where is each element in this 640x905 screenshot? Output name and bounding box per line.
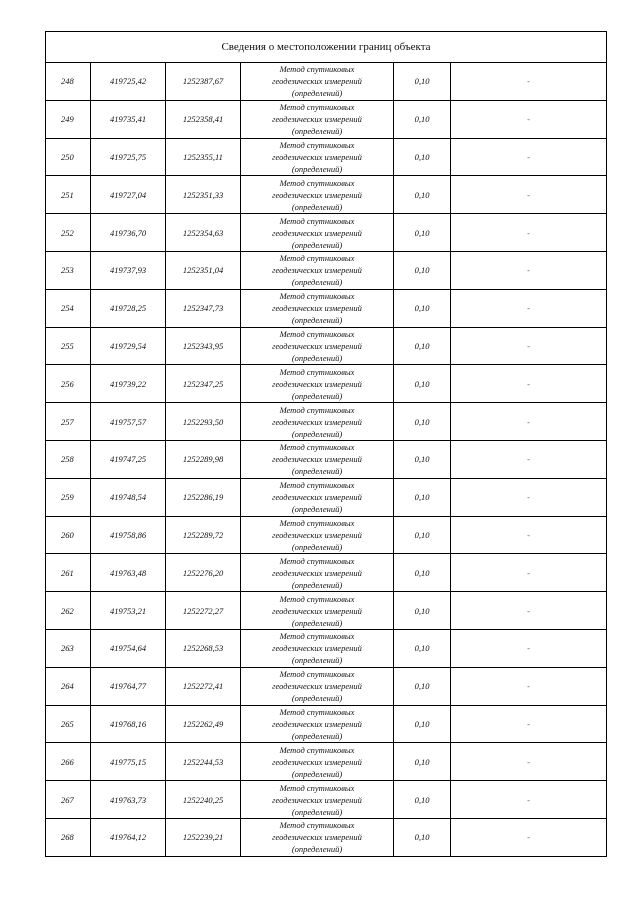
coord-y: 1252289,98 <box>166 440 241 478</box>
coord-x: 419763,73 <box>91 781 166 819</box>
method-line: (определений) <box>291 655 343 666</box>
method-line: (определений) <box>291 239 343 250</box>
method-line: Метод спутниковых <box>279 291 355 302</box>
method-line: (определений) <box>291 466 343 477</box>
accuracy-cell: 0,10 <box>394 63 451 101</box>
accuracy-cell: 0,10 <box>394 516 451 554</box>
coord-y: 1252293,50 <box>166 403 241 441</box>
accuracy-cell: 0,10 <box>394 592 451 630</box>
coord-y: 1252276,20 <box>166 554 241 592</box>
accuracy-cell: 0,10 <box>394 138 451 176</box>
table-title: Сведения о местоположении границ объекта <box>46 32 607 63</box>
coord-x: 419727,04 <box>91 176 166 214</box>
coord-x: 419753,21 <box>91 592 166 630</box>
point-number: 266 <box>46 743 91 781</box>
accuracy-cell: 0,10 <box>394 478 451 516</box>
method-cell <box>241 138 394 176</box>
method-line: Метод спутниковых <box>279 631 355 642</box>
coord-y: 1252347,73 <box>166 289 241 327</box>
description-cell: - <box>451 138 607 176</box>
method-line: (определений) <box>291 844 343 855</box>
method-line: геодезических измерений <box>272 454 362 465</box>
coord-x: 419768,16 <box>91 705 166 743</box>
table-row <box>46 289 607 327</box>
table-row <box>46 327 607 365</box>
method-line: Метод спутниковых <box>279 64 355 75</box>
method-line: геодезических измерений <box>272 265 362 276</box>
coord-y: 1252244,53 <box>166 743 241 781</box>
point-number: 253 <box>46 251 91 289</box>
description-cell: - <box>451 705 607 743</box>
method-line: геодезических измерений <box>272 529 362 540</box>
point-number: 265 <box>46 705 91 743</box>
point-number: 267 <box>46 781 91 819</box>
method-cell <box>241 100 394 138</box>
method-line: геодезических измерений <box>272 303 362 314</box>
coord-y: 1252268,53 <box>166 629 241 667</box>
table-row <box>46 100 607 138</box>
point-number: 258 <box>46 440 91 478</box>
method-line: (определений) <box>291 428 343 439</box>
method-cell <box>241 818 394 856</box>
coord-y: 1252239,21 <box>166 818 241 856</box>
coord-y: 1252272,41 <box>166 667 241 705</box>
coord-y: 1252240,25 <box>166 781 241 819</box>
description-cell: - <box>451 327 607 365</box>
coord-x: 419737,93 <box>91 251 166 289</box>
method-cell <box>241 629 394 667</box>
description-cell: - <box>451 478 607 516</box>
method-line: (определений) <box>291 315 343 326</box>
method-line: Метод спутниковых <box>279 555 355 566</box>
coord-y: 1252347,25 <box>166 365 241 403</box>
accuracy-cell: 0,10 <box>394 365 451 403</box>
method-line: геодезических измерений <box>272 151 362 162</box>
table-row <box>46 705 607 743</box>
description-cell: - <box>451 592 607 630</box>
description-cell: - <box>451 251 607 289</box>
method-line: Метод спутниковых <box>279 706 355 717</box>
coord-x: 419764,12 <box>91 818 166 856</box>
accuracy-cell: 0,10 <box>394 100 451 138</box>
description-cell: - <box>451 365 607 403</box>
boundary-table <box>45 31 607 857</box>
method-cell <box>241 516 394 554</box>
method-line: геодезических измерений <box>272 227 362 238</box>
method-cell <box>241 214 394 252</box>
method-line: (определений) <box>291 730 343 741</box>
method-line: Метод спутниковых <box>279 820 355 831</box>
coord-y: 1252351,33 <box>166 176 241 214</box>
coord-x: 419725,42 <box>91 63 166 101</box>
table-row <box>46 176 607 214</box>
coord-x: 419739,22 <box>91 365 166 403</box>
method-line: геодезических измерений <box>272 643 362 654</box>
point-number: 249 <box>46 100 91 138</box>
description-cell: - <box>451 781 607 819</box>
coord-y: 1252354,63 <box>166 214 241 252</box>
coord-x: 419754,64 <box>91 629 166 667</box>
description-cell: - <box>451 403 607 441</box>
method-cell <box>241 327 394 365</box>
method-line: Метод спутниковых <box>279 215 355 226</box>
method-line: (определений) <box>291 617 343 628</box>
table-row <box>46 403 607 441</box>
method-line: (определений) <box>291 126 343 137</box>
table-row <box>46 667 607 705</box>
method-line: геодезических измерений <box>272 416 362 427</box>
point-number: 259 <box>46 478 91 516</box>
accuracy-cell: 0,10 <box>394 818 451 856</box>
coord-x: 419764,77 <box>91 667 166 705</box>
method-line: геодезических измерений <box>272 492 362 503</box>
description-cell: - <box>451 176 607 214</box>
method-cell <box>241 403 394 441</box>
description-cell: - <box>451 214 607 252</box>
accuracy-cell: 0,10 <box>394 743 451 781</box>
coord-x: 419758,86 <box>91 516 166 554</box>
table-row <box>46 63 607 101</box>
method-cell <box>241 743 394 781</box>
coord-x: 419748,54 <box>91 478 166 516</box>
method-line: (определений) <box>291 504 343 515</box>
accuracy-cell: 0,10 <box>394 251 451 289</box>
method-line: (определений) <box>291 541 343 552</box>
method-line: Метод спутниковых <box>279 669 355 680</box>
method-line: геодезических измерений <box>272 378 362 389</box>
table-row <box>46 818 607 856</box>
coord-x: 419729,54 <box>91 327 166 365</box>
method-line: геодезических измерений <box>272 189 362 200</box>
table-row <box>46 478 607 516</box>
accuracy-cell: 0,10 <box>394 214 451 252</box>
method-line: геодезических измерений <box>272 794 362 805</box>
method-line: (определений) <box>291 277 343 288</box>
method-cell <box>241 667 394 705</box>
coord-x: 419728,25 <box>91 289 166 327</box>
point-number: 250 <box>46 138 91 176</box>
method-cell <box>241 289 394 327</box>
point-number: 264 <box>46 667 91 705</box>
description-cell: - <box>451 516 607 554</box>
description-cell: - <box>451 440 607 478</box>
point-number: 263 <box>46 629 91 667</box>
table-row <box>46 365 607 403</box>
method-line: геодезических измерений <box>272 681 362 692</box>
method-line: геодезических измерений <box>272 567 362 578</box>
point-number: 255 <box>46 327 91 365</box>
description-cell: - <box>451 63 607 101</box>
method-cell <box>241 176 394 214</box>
method-cell <box>241 440 394 478</box>
method-line: геодезических измерений <box>272 114 362 125</box>
method-line: (определений) <box>291 806 343 817</box>
coord-y: 1252355,11 <box>166 138 241 176</box>
accuracy-cell: 0,10 <box>394 440 451 478</box>
table-row <box>46 554 607 592</box>
point-number: 260 <box>46 516 91 554</box>
table-row <box>46 781 607 819</box>
method-cell <box>241 63 394 101</box>
coord-x: 419775,15 <box>91 743 166 781</box>
coord-x: 419757,57 <box>91 403 166 441</box>
method-line: Метод спутниковых <box>279 366 355 377</box>
coord-x: 419735,41 <box>91 100 166 138</box>
point-number: 252 <box>46 214 91 252</box>
method-line: геодезических измерений <box>272 756 362 767</box>
coord-y: 1252272,27 <box>166 592 241 630</box>
coord-y: 1252358,41 <box>166 100 241 138</box>
description-cell: - <box>451 100 607 138</box>
coord-y: 1252262,49 <box>166 705 241 743</box>
table-row <box>46 138 607 176</box>
coord-x: 419747,25 <box>91 440 166 478</box>
description-cell: - <box>451 554 607 592</box>
method-line: Метод спутниковых <box>279 480 355 491</box>
method-line: геодезических измерений <box>272 340 362 351</box>
table-row <box>46 743 607 781</box>
method-line: Метод спутниковых <box>279 177 355 188</box>
accuracy-cell: 0,10 <box>394 176 451 214</box>
accuracy-cell: 0,10 <box>394 403 451 441</box>
coord-x: 419725,75 <box>91 138 166 176</box>
accuracy-cell: 0,10 <box>394 781 451 819</box>
method-line: Метод спутниковых <box>279 102 355 113</box>
method-line: Метод спутниковых <box>279 404 355 415</box>
method-line: (определений) <box>291 163 343 174</box>
accuracy-cell: 0,10 <box>394 667 451 705</box>
method-line: Метод спутниковых <box>279 139 355 150</box>
coord-y: 1252351,04 <box>166 251 241 289</box>
coord-y: 1252286,19 <box>166 478 241 516</box>
method-cell <box>241 478 394 516</box>
method-cell <box>241 705 394 743</box>
accuracy-cell: 0,10 <box>394 629 451 667</box>
coord-y: 1252343,95 <box>166 327 241 365</box>
point-number: 257 <box>46 403 91 441</box>
method-line: геодезических измерений <box>272 718 362 729</box>
accuracy-cell: 0,10 <box>394 705 451 743</box>
point-number: 251 <box>46 176 91 214</box>
method-line: Метод спутниковых <box>279 517 355 528</box>
coord-x: 419763,48 <box>91 554 166 592</box>
method-cell <box>241 554 394 592</box>
description-cell: - <box>451 629 607 667</box>
method-cell <box>241 251 394 289</box>
coord-y: 1252387,67 <box>166 63 241 101</box>
point-number: 262 <box>46 592 91 630</box>
description-cell: - <box>451 818 607 856</box>
accuracy-cell: 0,10 <box>394 554 451 592</box>
coord-y: 1252289,72 <box>166 516 241 554</box>
table-row <box>46 251 607 289</box>
method-line: Метод спутниковых <box>279 782 355 793</box>
point-number: 261 <box>46 554 91 592</box>
accuracy-cell: 0,10 <box>394 327 451 365</box>
table-row <box>46 516 607 554</box>
method-cell <box>241 781 394 819</box>
coord-x: 419736,70 <box>91 214 166 252</box>
point-number: 256 <box>46 365 91 403</box>
method-line: Метод спутниковых <box>279 253 355 264</box>
method-line: (определений) <box>291 88 343 99</box>
method-line: геодезических измерений <box>272 605 362 616</box>
description-cell: - <box>451 289 607 327</box>
accuracy-cell: 0,10 <box>394 289 451 327</box>
method-line: Метод спутниковых <box>279 328 355 339</box>
method-line: геодезических измерений <box>272 76 362 87</box>
description-cell: - <box>451 743 607 781</box>
table-row <box>46 592 607 630</box>
method-line: (определений) <box>291 201 343 212</box>
method-line: (определений) <box>291 579 343 590</box>
point-number: 248 <box>46 63 91 101</box>
table-row <box>46 440 607 478</box>
method-line: (определений) <box>291 390 343 401</box>
method-cell <box>241 365 394 403</box>
method-line: (определений) <box>291 352 343 363</box>
point-number: 254 <box>46 289 91 327</box>
table-row <box>46 214 607 252</box>
method-line: Метод спутниковых <box>279 442 355 453</box>
method-line: (определений) <box>291 693 343 704</box>
method-line: геодезических измерений <box>272 832 362 843</box>
method-line: (определений) <box>291 768 343 779</box>
method-line: Метод спутниковых <box>279 593 355 604</box>
method-cell <box>241 592 394 630</box>
method-line: Метод спутниковых <box>279 744 355 755</box>
description-cell: - <box>451 667 607 705</box>
table-row <box>46 629 607 667</box>
point-number: 268 <box>46 818 91 856</box>
